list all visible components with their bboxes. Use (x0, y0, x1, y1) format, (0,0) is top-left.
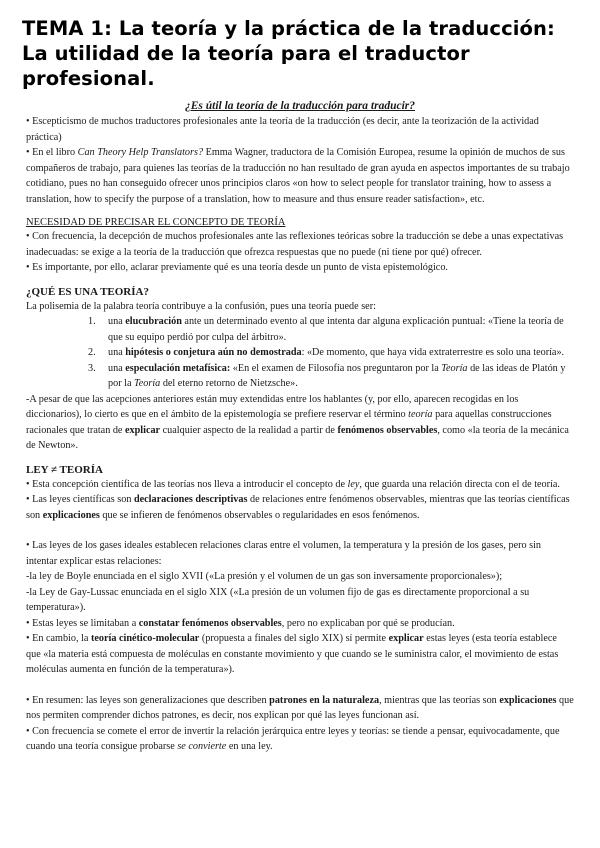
section-subtitle: ¿Es útil la teoría de la traducción para traducir? (184, 100, 416, 112)
bullet-emma-wagner: • En el libro Can Theory Help Translators? Emma Wagner, traductora de la Comisión Europea, resume la opinión de muchos de sus compañeros de trabajo, para quienes las teorías de la traducción no han resultado de gran ayuda en aspectos importantes de su trabajo cotidiano, pues no han conseguido ofrecer unos principios claros «on how to select people for translator training, how to assess a translation, how to specify the purpose of a translation, how to measure and thus ensure reader satisfaction», etc. (26, 147, 570, 205)
bullet-aclarar: • Es importante, por ello, aclarar previamente qué es una teoría desde un punto de vista epistemológico. (26, 262, 448, 273)
spacer (26, 678, 574, 693)
book-title: Can Theory Help Translators? (77, 147, 204, 158)
ley-gay-lussac: -la Ley de Gay-Lussac enunciada en el siglo XIX («La presión de un volumen fijo de gas es directamente proporcional a su temperatura»). (26, 586, 530, 613)
spacer (26, 523, 574, 538)
list-item: 2. una hipótesis o conjetura aún no demostrada: «De momento, que haya vida extraterrestre es solo una teoría». (88, 347, 565, 358)
list-item: 1. una elucubración ante un determinado evento al que intenta dar alguna explicación puntual: «Tiene la teoría de que su equipo perdió por culpa del árbitro». (88, 316, 564, 343)
list-item: 3. una especulación metafísica: «En el examen de Filosofía nos preguntaron por la Teoría de las ideas de Platón y por la Teoría del eterno retorno de Nietzsche». (88, 362, 566, 389)
bullet-concepto-ley: • Esta concepción científica de las teorías nos lleva a introducir el concepto de ley, que guarda una relación directa con el de teoría. (26, 478, 560, 490)
bullet-resumen: • En resumen: las leyes son generalizaciones que describen patrones en la naturaleza, mientras que las teorías son explicaciones que nos permiten comprender dichos patrones, es decir, nos explican por qué las leyes funcionan así. (26, 694, 574, 721)
polisemia-intro: La polisemia de la palabra teoría contribuye a la confusión, pues una teoría puede ser: (26, 300, 376, 312)
bullet-gases-ideales: • Las leyes de los gases ideales establecen relaciones claras entre el volumen, la temperatura y la presión de los gases, pero sin intentar explicar estas relaciones: (26, 540, 542, 567)
heading-necesidad: NECESIDAD DE PRECISAR EL CONCEPTO DE TEORÍA (26, 217, 286, 228)
bullet-skepticism: • Escepticismo de muchos traductores profesionales ante la teoría de la traducción (es decir, ante la teorización de la actividad práctica) (26, 116, 539, 143)
ley-boyle: -la ley de Boyle enunciada en el siglo XVII («La presión y el volumen de un gas son inversamente proporcionales»); (26, 571, 503, 582)
document-title: TEMA 1: La teoría y la práctica de la traducción: La utilidad de la teoría para el traductor profesional. (22, 17, 555, 90)
bullet-error-jerarquia: • Con frecuencia se comete el error de invertir la relación jerárquica entre leyes y teorías: se tiende a pensar, equivocadamente, que cuando una teoría consigue probarse se convierte en una ley. (26, 725, 560, 752)
heading-que-es-teoria: ¿QUÉ ES UNA TEORÍA? (26, 285, 149, 298)
bullet-decepcion: • Con frecuencia, la decepción de muchos profesionales ante las reflexiones teóricas sobre la traducción se debe a unas expectativas inadecuadas: se exige a la teoría de la traducción que ofrezca respuestas que no puede (ni tiene por qué) ofrecer. (26, 231, 564, 258)
bullet-constatar: • Estas leyes se limitaban a constatar fenómenos observables, pero no explicaban por qué se producían. (26, 617, 455, 629)
bullet-teoria-cinetica: • En cambio, la teoría cinético-molecular (propuesta a finales del siglo XIX) sí permite explicar estas leyes (esta teoría establece que «la materia está compuesta de moléculas en constante movimiento y que cuando se le suministra calor, el movimiento de estas moléculas aumenta en función de la temperatura»). (26, 633, 559, 675)
bullet-leyes-cientificas: • Las leyes científicas son declaraciones descriptivas de relaciones entre fenómenos observables, mientras que las teorías científicas son explicaciones que se infieren de fenómenos observables o regularidades en esos fenómenos. (26, 494, 570, 521)
heading-ley-teoria: LEY ≠ TEORÍA (26, 463, 103, 476)
paragraph-epistemologia: -A pesar de que las acepciones anteriores están muy extendidas entre los hablantes (y, por ello, aparecen recogidas en los diccionarios), lo cierto es que en el ámbito de la epistemología se prefiere reservar el término teoría para aquellas construcciones racionales que tratan de explicar cualquier aspecto de la realidad a partir de fenómenos observables, como «la teoría de la mecánica de Newton». (26, 393, 569, 451)
